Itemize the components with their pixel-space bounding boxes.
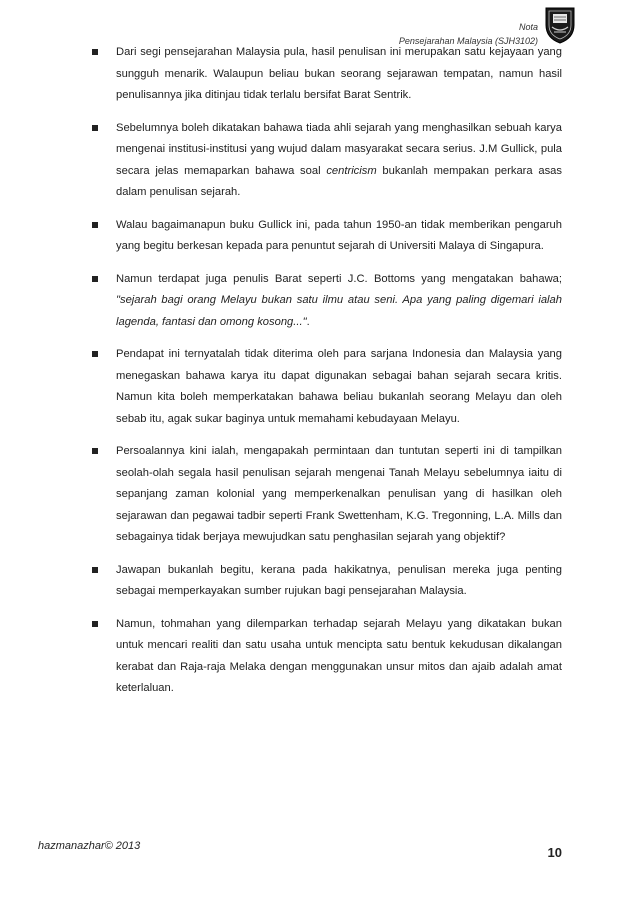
square-bullet-icon <box>92 448 98 454</box>
bullet-text <box>116 46 562 101</box>
text-segment: Namun, tohmahan yang dilemparkan terhadap sejarah Melayu yang dikatakan bukan untuk mencari realiti dan satu usaha untuk mencipta satu bentuk kekudusan dikalangan kerabat dan Raja-raja Melaka dengan menggunakan unsur mitos dan ajaib adalah amat keterlaluan. <box>116 617 562 694</box>
square-bullet-icon <box>92 222 98 228</box>
bullet-text <box>116 564 562 598</box>
square-bullet-icon <box>92 621 98 627</box>
bullet-text <box>116 618 562 695</box>
square-bullet-icon <box>92 567 98 573</box>
bullet-text <box>116 219 562 253</box>
bullet-text <box>116 445 562 543</box>
text-segment: Sebelumnya boleh dikatakan bahawa tiada ahli sejarah yang menghasilkan sebuah karya mengenai institusi-institusi yang wujud dalam masyarakat secara serius. J.M Gullick, pula secara jelas memaparkan bahawa soal <box>116 121 562 177</box>
bullet-text <box>116 122 562 199</box>
bullet-text <box>116 273 562 328</box>
bullet-item <box>92 269 562 334</box>
bullet-item <box>92 614 562 700</box>
text-segment: Pendapat ini ternyatalah tidak diterima oleh para sarjana Indonesia dan Malaysia yang menegaskan bahawa karya itu dapat digunakan sebagai bahan sejarah secara kritis. Namun kita boleh memperkatakan bahawa beliau bukanlah seorang Melayu dan oleh sebab itu, agak sukar baginya untuk memahami kebudayaan Melayu. <box>116 348 562 425</box>
square-bullet-icon <box>92 351 98 357</box>
page-number: 10 <box>547 845 562 860</box>
bullet-item <box>92 344 562 430</box>
footer-author: hazmanazhar© 2013 <box>38 840 141 852</box>
text-segment: Dari segi pensejarahan Malaysia pula, hasil penulisan ini merupakan satu kejayaan yang sungguh menarik. Walaupun beliau bukan seorang sejarawan tempatan, namun hasil penulisannya jika ditinjau tidak terlalu bersifat Barat Sentrik. <box>116 46 562 101</box>
bullet-item <box>92 42 562 107</box>
text-segment: Namun terdapat juga penulis Barat seperti J.C. Bottoms yang mengatakan bahawa; <box>116 272 562 285</box>
header-note-label: Nota <box>518 22 538 32</box>
institute-crest-icon <box>540 5 580 45</box>
square-bullet-icon <box>92 49 98 55</box>
square-bullet-icon <box>92 125 98 131</box>
bullet-text <box>116 348 562 425</box>
bullet-item <box>92 560 562 603</box>
italic-text-segment: centricism <box>326 164 377 177</box>
header-course-title: Pensejarahan Malaysia (SJH3102) <box>398 36 538 46</box>
bullet-item <box>92 441 562 549</box>
bullet-list <box>92 42 562 711</box>
bullet-item <box>92 215 562 258</box>
text-segment: . <box>306 315 310 328</box>
text-segment: Persoalannya kini ialah, mengapakah permintaan dan tuntutan seperti ini di tampilkan seolah-olah segala hasil penulisan sejarah mengenai Tanah Melayu sebelumnya iaitu di sepanjang zaman kolonial yang memperkenalkan penulisan yang di hasilkan oleh sejarawan dan pegawai tadbir seperti Frank Swettenham, K.G. Tregonning, L.A. Mills dan sebagainya tidak berjaya mewujudkan satu penghasilan sejarah yang objektif? <box>116 445 562 543</box>
italic-text-segment: "sejarah bagi orang Melayu bukan satu ilmu atau seni. Apa yang paling digemari ialah lagenda, fantasi dan omong kosong..." <box>116 294 562 328</box>
text-segment: Jawapan bukanlah begitu, kerana pada hakikatnya, penulisan mereka juga penting sebagai memperkayakan sumber rujukan bagi pensejarahan Malaysia. <box>116 563 562 597</box>
text-segment: bukanlah mempakan perkara asas dalam penulisan sejarah. <box>116 164 562 198</box>
text-segment: Walau bagaimanapun buku Gullick ini, pada tahun 1950-an tidak memberikan pengaruh yang begitu berkesan kepada para penuntut sejarah di Universiti Malaya di Singapura. <box>116 218 562 252</box>
square-bullet-icon <box>92 276 98 282</box>
bullet-item <box>92 118 562 204</box>
